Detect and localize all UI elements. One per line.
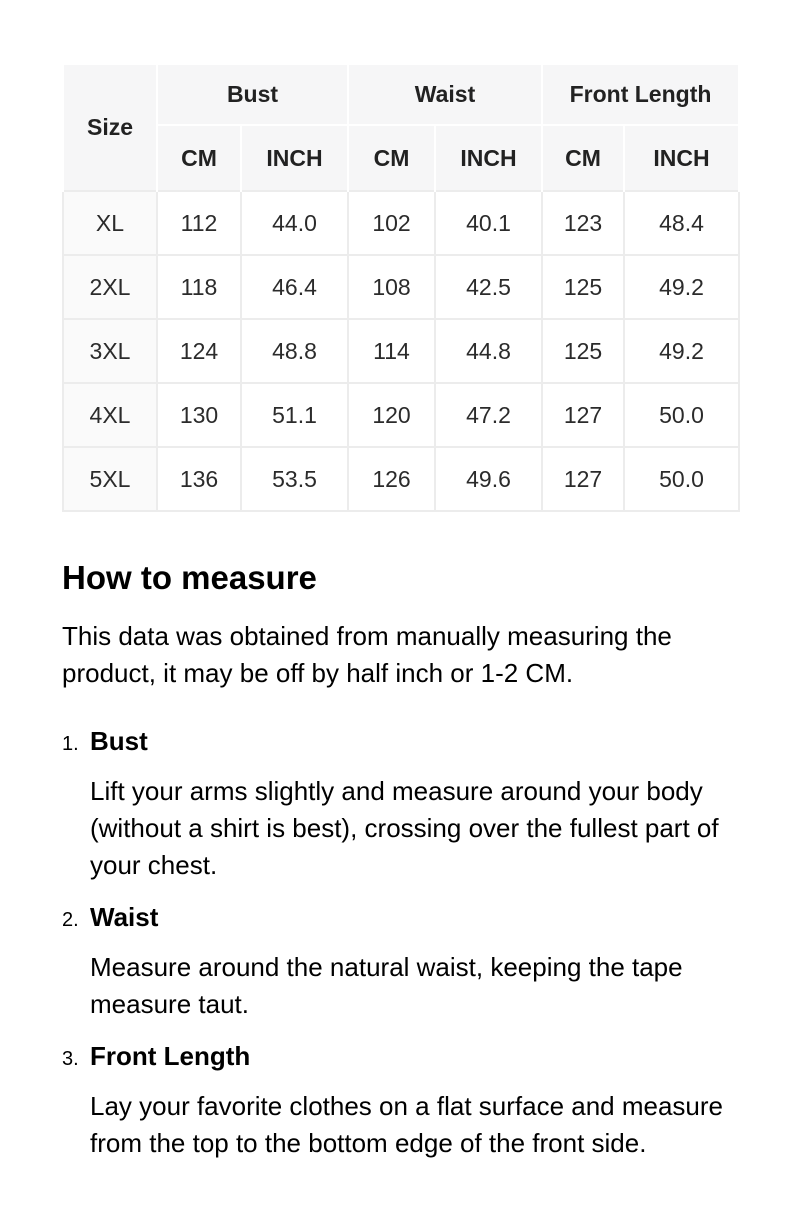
step-title: Front Length bbox=[90, 1041, 251, 1071]
measurement-cell: 44.8 bbox=[435, 319, 542, 383]
step-title: Waist bbox=[90, 902, 159, 932]
measurement-cell: 51.1 bbox=[241, 383, 348, 447]
size-cell: XL bbox=[63, 191, 157, 255]
size-cell: 5XL bbox=[63, 447, 157, 511]
table-row bbox=[63, 383, 739, 447]
table-row bbox=[63, 191, 739, 255]
measure-step bbox=[62, 1040, 738, 1162]
measurement-cell: 49.6 bbox=[435, 447, 542, 511]
measurement-cell: 50.0 bbox=[624, 447, 739, 511]
bust-group-header: Bust bbox=[157, 64, 348, 125]
table-row bbox=[63, 447, 739, 511]
measurement-cell: 126 bbox=[348, 447, 435, 511]
measure-steps bbox=[62, 725, 738, 1162]
measurement-cell: 48.8 bbox=[241, 319, 348, 383]
measurement-cell: 125 bbox=[542, 319, 624, 383]
step-description: Lay your favorite clothes on a flat surface and measure from the top to the bottom edge of the front side. bbox=[90, 1091, 724, 1158]
measurement-cell: 108 bbox=[348, 255, 435, 319]
measurement-cell: 127 bbox=[542, 447, 624, 511]
measurement-cell: 50.0 bbox=[624, 383, 739, 447]
unit-header-cm: CM bbox=[542, 125, 624, 191]
measurement-cell: 112 bbox=[157, 191, 241, 255]
measurement-cell: 49.2 bbox=[624, 319, 739, 383]
step-description: Measure around the natural waist, keeping the tape measure taut. bbox=[90, 952, 683, 1019]
front-length-group-header: Front Length bbox=[542, 64, 739, 125]
step-title: Bust bbox=[90, 726, 148, 756]
size-cell: 3XL bbox=[63, 319, 157, 383]
unit-header-inch: INCH bbox=[241, 125, 348, 191]
step-number: 3. bbox=[62, 1048, 79, 1070]
measurement-cell: 123 bbox=[542, 191, 624, 255]
measurement-cell: 44.0 bbox=[241, 191, 348, 255]
measure-step bbox=[62, 725, 738, 884]
measurement-cell: 40.1 bbox=[435, 191, 542, 255]
measurement-cell: 49.2 bbox=[624, 255, 739, 319]
size-cell: 2XL bbox=[63, 255, 157, 319]
header-group-row bbox=[63, 64, 739, 125]
measurement-cell: 125 bbox=[542, 255, 624, 319]
unit-header-cm: CM bbox=[348, 125, 435, 191]
table-row bbox=[63, 255, 739, 319]
measurement-cell: 47.2 bbox=[435, 383, 542, 447]
measurement-cell: 124 bbox=[157, 319, 241, 383]
how-to-measure-title: How to measure bbox=[62, 559, 317, 596]
table-row bbox=[63, 319, 739, 383]
measurement-cell: 118 bbox=[157, 255, 241, 319]
measurement-cell: 136 bbox=[157, 447, 241, 511]
header-unit-row bbox=[63, 125, 739, 191]
measurement-cell: 114 bbox=[348, 319, 435, 383]
measurement-cell: 48.4 bbox=[624, 191, 739, 255]
measurement-cell: 130 bbox=[157, 383, 241, 447]
measurement-cell: 120 bbox=[348, 383, 435, 447]
how-to-measure-intro: This data was obtained from manually measuring the product, it may be off by half inch or 1-2 CM. bbox=[62, 621, 672, 688]
unit-header-cm: CM bbox=[157, 125, 241, 191]
size-cell: 4XL bbox=[63, 383, 157, 447]
step-number: 2. bbox=[62, 909, 79, 931]
size-chart-table bbox=[62, 63, 740, 512]
measurement-cell: 46.4 bbox=[241, 255, 348, 319]
waist-group-header: Waist bbox=[348, 64, 542, 125]
measurement-cell: 127 bbox=[542, 383, 624, 447]
unit-header-inch: INCH bbox=[435, 125, 542, 191]
measure-step bbox=[62, 901, 738, 1023]
size-chart-header bbox=[63, 64, 739, 191]
measurement-cell: 53.5 bbox=[241, 447, 348, 511]
size-table-body bbox=[63, 191, 739, 511]
size-column-header: Size bbox=[63, 64, 157, 191]
measurement-cell: 42.5 bbox=[435, 255, 542, 319]
measurement-cell: 102 bbox=[348, 191, 435, 255]
step-number: 1. bbox=[62, 733, 79, 755]
unit-header-inch: INCH bbox=[624, 125, 739, 191]
step-description: Lift your arms slightly and measure around your body (without a shirt is best), crossing over the fullest part of your chest. bbox=[90, 776, 719, 880]
